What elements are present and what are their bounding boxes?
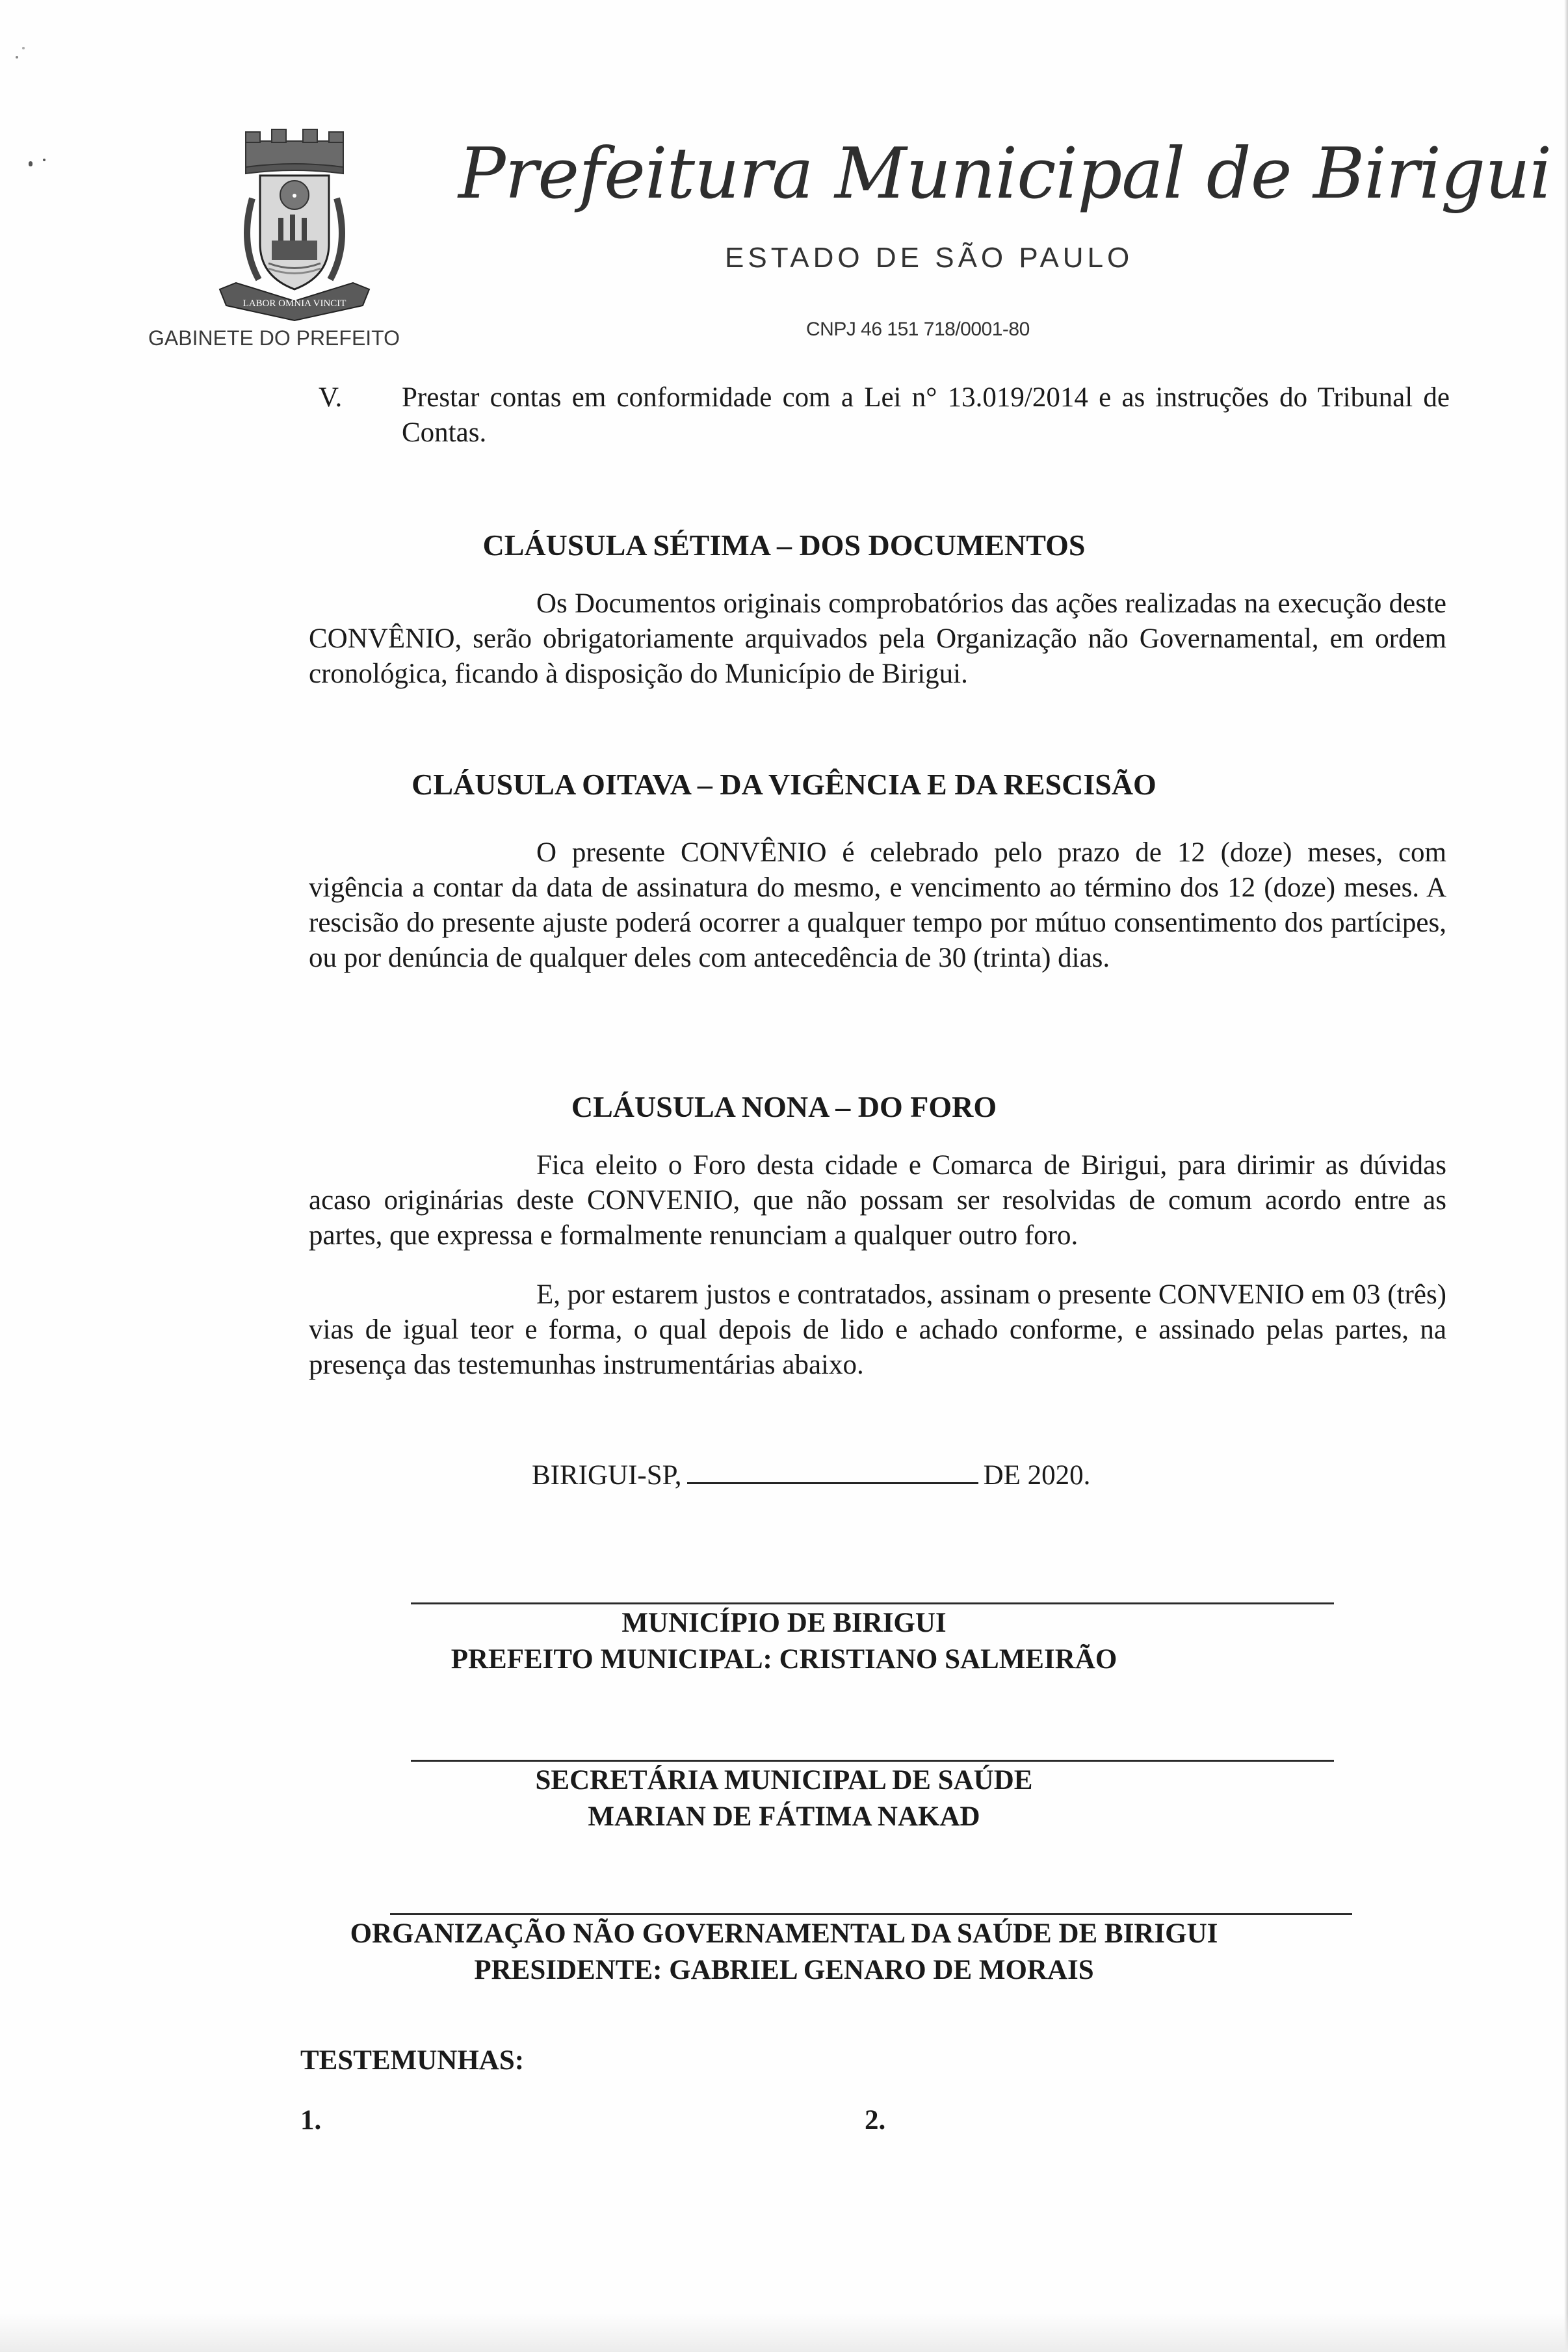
clause-paragraph: Fica eleito o Foro desta cidade e Comarca de Birigui, para dirimir as dúvidas acaso originárias deste CONVENIO, que não possam ser resolvidas de comum acordo entre as partes, que expressa e formalmente renunciam a qualquer outro foro. — [309, 1150, 1446, 1251]
coat-of-arms-icon — [207, 127, 382, 322]
crest-motto: LABOR OMNIA VINCIT — [242, 298, 346, 309]
scan-shadow — [0, 2313, 1568, 2352]
signatory-title: PREFEITO MUNICIPAL: CRISTIANO SALMEIRÃO — [451, 1644, 1117, 1675]
witness-1: 1. — [300, 2105, 322, 2136]
signatory-title: PRESIDENTE: GABRIEL GENARO DE MORAIS — [474, 1955, 1094, 1985]
date-suffix: DE 2020. — [983, 1460, 1091, 1491]
scan-speck — [16, 56, 18, 59]
scan-speck — [29, 161, 33, 166]
signatory-title: MARIAN DE FÁTIMA NAKAD — [588, 1801, 980, 1832]
clause-paragraph: O presente CONVÊNIO é celebrado pelo prazo de 12 (doze) meses, com vigência a contar da data de assinatura do mesmo, e vencimento ao término dos 12 (doze) meses. A rescisão do presente ajuste poderá ocorrer a qualquer tempo por mútuo consentimento dos partícipes, ou por denúncia de qualquer deles com antecedência de 30 (trinta) dias. — [309, 837, 1446, 973]
clause-paragraph: Os Documentos originais comprobatórios das ações realizadas na execução deste CONVÊNIO, serão obrigatoriamente arquivados pela Organização não Governamental, em ordem cronológica, ficando à disposição do Município de Birigui. — [309, 588, 1446, 689]
list-item-number: V. — [319, 382, 343, 413]
signature-line[interactable] — [411, 1760, 1334, 1762]
clause-heading: CLÁUSULA OITAVA – DA VIGÊNCIA E DA RESCISÃO — [412, 768, 1156, 801]
date-prefix: BIRIGUI-SP, — [532, 1460, 682, 1491]
scan-speck — [22, 47, 25, 49]
clause-heading: CLÁUSULA NONA – DO FORO — [571, 1090, 997, 1123]
signatory-name: SECRETÁRIA MUNICIPAL DE SAÚDE — [535, 1765, 1033, 1796]
clause-heading: CLÁUSULA SÉTIMA – DOS DOCUMENTOS — [482, 529, 1086, 562]
signatory-name: MUNICÍPIO DE BIRIGUI — [621, 1608, 947, 1638]
list-item-text: Prestar contas em conformidade com a Lei n° 13.019/2014 e as instruções do Tribunal de Contas. — [402, 382, 1450, 448]
date-line — [532, 1456, 1090, 1491]
scan-edge — [1564, 0, 1568, 2352]
clause-paragraph: E, por estarem justos e contratados, assinam o presente CONVENIO em 03 (três) vias de igual teor e forma, o qual depois de lido e achado conforme, e assinado pelas partes, na presença das testemunhas instrumentárias abaixo. — [309, 1279, 1446, 1380]
state-label: ESTADO DE SÃO PAULO — [725, 242, 1134, 274]
signature-line[interactable] — [390, 1913, 1352, 1915]
office-label: GABINETE DO PREFEITO — [148, 326, 400, 350]
scan-speck — [43, 159, 46, 161]
date-blank-field[interactable] — [687, 1456, 978, 1484]
signature-line[interactable] — [411, 1602, 1334, 1604]
witness-2: 2. — [865, 2105, 886, 2136]
page-title: Prefeitura Municipal de Birigui — [458, 133, 1552, 215]
witnesses-label: TESTEMUNHAS: — [300, 2045, 525, 2076]
cnpj-label: CNPJ 46 151 718/0001-80 — [806, 319, 1030, 340]
signatory-name: ORGANIZAÇÃO NÃO GOVERNAMENTAL DA SAÚDE DE BIRIGUI — [350, 1918, 1218, 1949]
